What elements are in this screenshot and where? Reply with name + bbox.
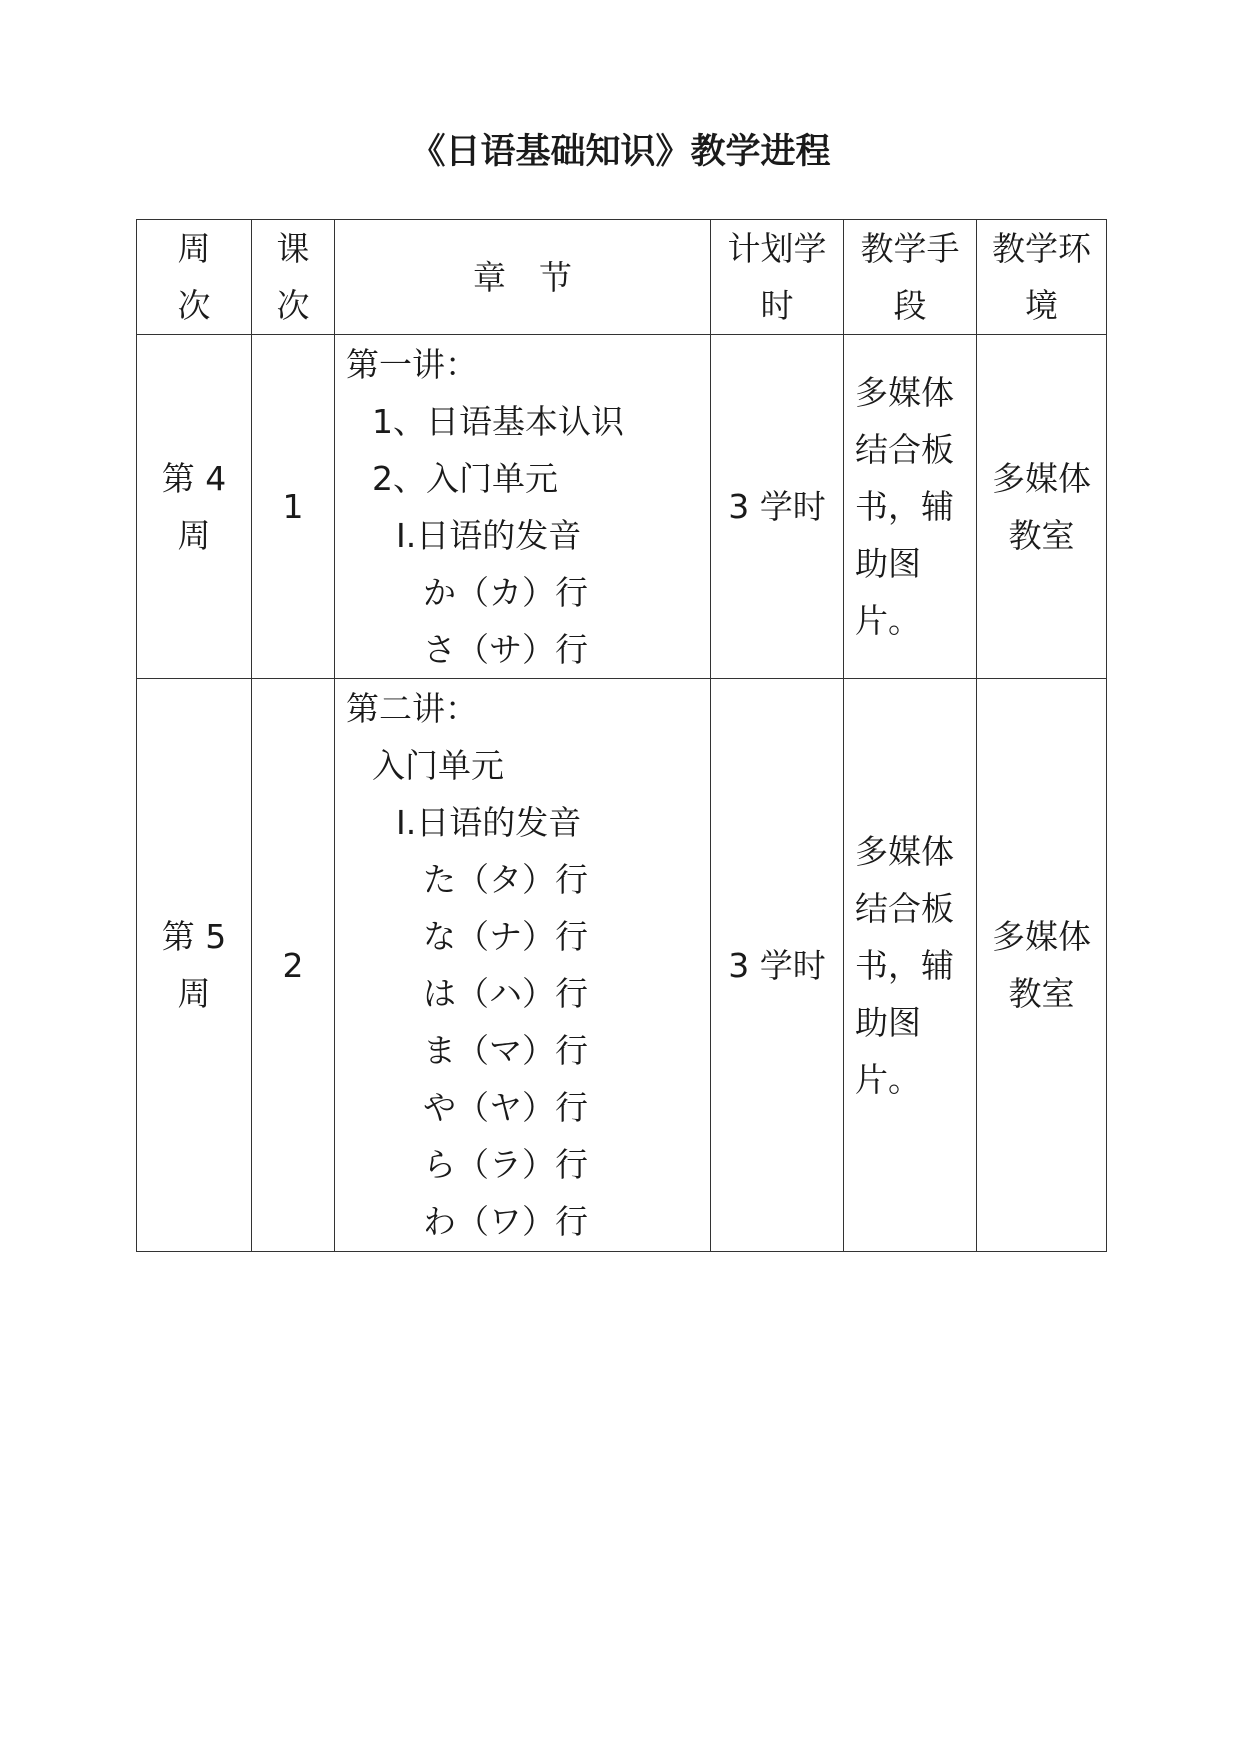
method-cell: 多媒体 结合板 书，辅 助图片。 bbox=[844, 335, 977, 679]
header-method: 教学手 段 bbox=[844, 220, 977, 335]
schedule-table bbox=[136, 219, 1107, 1252]
chapter-line: さ（サ）行 bbox=[423, 629, 588, 669]
table-header-row bbox=[137, 220, 1107, 335]
header-hours: 计划学 时 bbox=[711, 220, 844, 335]
chapter-line: Ⅰ.日语的发音 bbox=[396, 803, 582, 842]
chapter-line: 入门单元 bbox=[372, 746, 504, 785]
chapter-cell bbox=[335, 679, 711, 1252]
method-cell: 多媒体 结合板 书，辅 助图片。 bbox=[844, 679, 977, 1252]
lesson-cell: 1 bbox=[252, 335, 335, 679]
environment-cell: 多媒体 教室 bbox=[977, 335, 1107, 679]
hours-cell: 3 学时 bbox=[711, 679, 844, 1252]
header-week: 周 次 bbox=[137, 220, 252, 335]
lesson-cell: 2 bbox=[252, 679, 335, 1252]
chapter-line: Ⅰ.日语的发音 bbox=[396, 515, 582, 555]
environment-cell: 多媒体 教室 bbox=[977, 679, 1107, 1252]
table-row bbox=[137, 335, 1107, 679]
chapter-line: ら（ラ）行 bbox=[423, 1145, 588, 1184]
week-cell: 第 4 周 bbox=[137, 335, 252, 679]
chapter-line: 2、入门单元 bbox=[372, 458, 558, 498]
page-title: 《日语基础知识》教学进程 bbox=[410, 132, 831, 172]
hours-cell: 3 学时 bbox=[711, 335, 844, 679]
header-lesson: 课 次 bbox=[252, 220, 335, 335]
table-row bbox=[137, 679, 1107, 1252]
chapter-line: な（ナ）行 bbox=[423, 917, 588, 956]
chapter-line: 1、日语基本认识 bbox=[372, 401, 624, 441]
header-chapter: 章 节 bbox=[335, 220, 711, 335]
header-environment: 教学环 境 bbox=[977, 220, 1107, 335]
chapter-line: か（カ）行 bbox=[423, 572, 588, 612]
chapter-heading: 第二讲： bbox=[346, 689, 478, 728]
chapter-line: た（タ）行 bbox=[423, 860, 588, 899]
week-cell: 第 5 周 bbox=[137, 679, 252, 1252]
chapter-heading: 第一讲： bbox=[346, 344, 478, 384]
chapter-line: ま（マ）行 bbox=[423, 1031, 588, 1070]
chapter-line: わ（ワ）行 bbox=[423, 1202, 588, 1241]
chapter-line: は（ハ）行 bbox=[423, 974, 588, 1013]
chapter-line: や（ヤ）行 bbox=[423, 1088, 588, 1127]
chapter-cell bbox=[335, 335, 711, 679]
